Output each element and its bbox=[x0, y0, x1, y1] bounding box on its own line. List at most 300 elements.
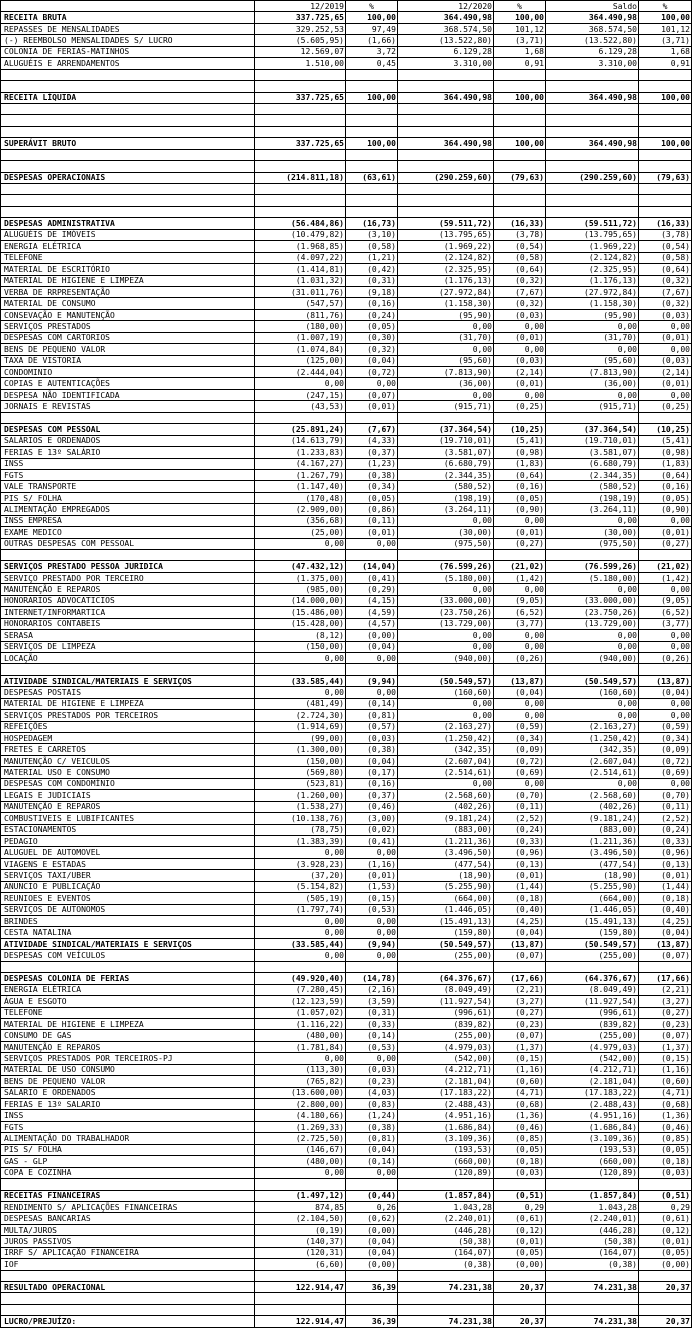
cell-value-2019: (140,37) bbox=[255, 1236, 346, 1247]
table-row bbox=[1, 1053, 692, 1064]
cell-percent-2019: (0,16) bbox=[346, 778, 398, 789]
table-row bbox=[1, 264, 692, 275]
cell-saldo-percent: 100,00 bbox=[639, 138, 692, 149]
cell-account-label bbox=[1, 81, 255, 92]
cell-value-2019: (150,00) bbox=[255, 755, 346, 766]
cell-value-2020 bbox=[398, 161, 494, 172]
cell-account-label: SALARIO E ORDENADOS bbox=[1, 1087, 255, 1098]
cell-saldo-value: 0,00 bbox=[546, 710, 639, 721]
cell-percent-2020: 0,00 bbox=[494, 710, 546, 721]
cell-value-2019: 0,00 bbox=[255, 687, 346, 698]
cell-account-label: MATERIAL DE HIGIENE E LIMPEZA bbox=[1, 275, 255, 286]
blank-row bbox=[1, 412, 692, 423]
cell-saldo-percent: (1,36) bbox=[639, 1110, 692, 1121]
cell-percent-2020 bbox=[494, 149, 546, 160]
cell-value-2019: (480,00) bbox=[255, 1030, 346, 1041]
cell-percent-2019: (0,57) bbox=[346, 721, 398, 732]
cell-account-label bbox=[1, 195, 255, 206]
cell-value-2019: (113,30) bbox=[255, 1064, 346, 1075]
cell-saldo-percent: (0,58) bbox=[639, 252, 692, 263]
blank-row bbox=[1, 149, 692, 160]
cell-saldo-percent: (0,03) bbox=[639, 355, 692, 366]
cell-account-label: LOCAÇÃO bbox=[1, 652, 255, 663]
cell-saldo-percent: (1,83) bbox=[639, 458, 692, 469]
cell-saldo-percent bbox=[639, 103, 692, 114]
cell-percent-2019: (4,33) bbox=[346, 435, 398, 446]
cell-percent-2020: 0,00 bbox=[494, 584, 546, 595]
cell-saldo-percent: (0,12) bbox=[639, 1224, 692, 1235]
cell-value-2019: (1.057,02) bbox=[255, 1007, 346, 1018]
cell-account-label bbox=[1, 961, 255, 972]
cell-saldo-percent bbox=[639, 126, 692, 137]
cell-account-label: BENS DE PEQUENO VALOR bbox=[1, 344, 255, 355]
blank-row bbox=[1, 1304, 692, 1315]
cell-percent-2020: (1,83) bbox=[494, 458, 546, 469]
header-percent-saldo: % bbox=[639, 1, 692, 12]
cell-percent-2020 bbox=[494, 1270, 546, 1281]
cell-value-2019: (1.300,00) bbox=[255, 744, 346, 755]
cell-value-2020: (95,60) bbox=[398, 355, 494, 366]
cell-value-2019: (481,49) bbox=[255, 698, 346, 709]
cell-saldo-percent: 100,00 bbox=[639, 92, 692, 103]
cell-percent-2019: (0,30) bbox=[346, 332, 398, 343]
cell-saldo-percent bbox=[639, 161, 692, 172]
cell-saldo-value: (975,50) bbox=[546, 538, 639, 549]
section-total-row bbox=[1, 973, 692, 984]
table-row bbox=[1, 1007, 692, 1018]
cell-account-label: ALIMENTAÇÃO DO TRABALHADOR bbox=[1, 1133, 255, 1144]
cell-percent-2020: (0,18) bbox=[494, 893, 546, 904]
table-row bbox=[1, 1201, 692, 1212]
cell-saldo-value: (1.176,13) bbox=[546, 275, 639, 286]
cell-percent-2019: (0,37) bbox=[346, 447, 398, 458]
cell-value-2020: (13.522,80) bbox=[398, 35, 494, 46]
table-row bbox=[1, 46, 692, 57]
cell-saldo-percent: (0,01) bbox=[639, 332, 692, 343]
cell-saldo-value: (2.514,61) bbox=[546, 767, 639, 778]
cell-saldo-value: (30,00) bbox=[546, 527, 639, 538]
table-row bbox=[1, 378, 692, 389]
cell-percent-2019: (0,01) bbox=[346, 527, 398, 538]
cell-value-2020 bbox=[398, 412, 494, 423]
table-row bbox=[1, 698, 692, 709]
cell-percent-2020: (7,67) bbox=[494, 286, 546, 297]
table-row bbox=[1, 1133, 692, 1144]
cell-saldo-value bbox=[546, 412, 639, 423]
cell-value-2020: (2.124,82) bbox=[398, 252, 494, 263]
blank-row bbox=[1, 69, 692, 80]
cell-percent-2019: (0,83) bbox=[346, 1099, 398, 1110]
cell-account-label: RENDIMENTO S/ APLICAÇÕES FINANCEIRAS bbox=[1, 1201, 255, 1212]
cell-percent-2019: (3,00) bbox=[346, 813, 398, 824]
cell-percent-2020: (0,15) bbox=[494, 1053, 546, 1064]
cell-value-2019 bbox=[255, 206, 346, 217]
table-row bbox=[1, 1213, 692, 1224]
cell-value-2020: (342,35) bbox=[398, 744, 494, 755]
cell-percent-2020: (3,71) bbox=[494, 35, 546, 46]
table-row bbox=[1, 321, 692, 332]
cell-value-2019 bbox=[255, 195, 346, 206]
cell-percent-2019: (0,01) bbox=[346, 401, 398, 412]
cell-saldo-percent bbox=[639, 149, 692, 160]
table-row bbox=[1, 286, 692, 297]
table-row bbox=[1, 572, 692, 583]
cell-saldo-value: (50,38) bbox=[546, 1236, 639, 1247]
cell-percent-2019: (0,81) bbox=[346, 1133, 398, 1144]
cell-percent-2019: 0,00 bbox=[346, 652, 398, 663]
table-row bbox=[1, 527, 692, 538]
cell-saldo-percent: (0,51) bbox=[639, 1190, 692, 1201]
cell-value-2019: (10.138,76) bbox=[255, 813, 346, 824]
cell-value-2020: (0,38) bbox=[398, 1259, 494, 1270]
cell-value-2019: 0,00 bbox=[255, 950, 346, 961]
cell-value-2019: (31.011,76) bbox=[255, 286, 346, 297]
cell-saldo-value: (915,71) bbox=[546, 401, 639, 412]
cell-saldo-percent: (3,27) bbox=[639, 996, 692, 1007]
cell-percent-2020: (0,26) bbox=[494, 652, 546, 663]
cell-percent-2019: (0,33) bbox=[346, 1018, 398, 1029]
cell-percent-2020 bbox=[494, 1179, 546, 1190]
cell-percent-2020: (0,85) bbox=[494, 1133, 546, 1144]
cell-percent-2020: 0,00 bbox=[494, 698, 546, 709]
cell-saldo-percent: (0,60) bbox=[639, 1076, 692, 1087]
cell-percent-2019 bbox=[346, 961, 398, 972]
cell-value-2020: 0,00 bbox=[398, 344, 494, 355]
cell-saldo-percent: (0,34) bbox=[639, 733, 692, 744]
cell-value-2020: (839,82) bbox=[398, 1018, 494, 1029]
cell-saldo-value: (996,61) bbox=[546, 1007, 639, 1018]
cell-account-label: CONDOMINIO bbox=[1, 367, 255, 378]
cell-value-2019: (120,31) bbox=[255, 1247, 346, 1258]
cell-percent-2019: (0,23) bbox=[346, 1076, 398, 1087]
table-row bbox=[1, 492, 692, 503]
cell-value-2019: (985,00) bbox=[255, 584, 346, 595]
cell-value-2020: (580,52) bbox=[398, 481, 494, 492]
cell-value-2019: (14.000,00) bbox=[255, 595, 346, 606]
cell-value-2020 bbox=[398, 184, 494, 195]
cell-saldo-percent: (0,15) bbox=[639, 1053, 692, 1064]
cell-account-label: REUNIOES E EVENTOS bbox=[1, 893, 255, 904]
cell-value-2019: (2.104,50) bbox=[255, 1213, 346, 1224]
cell-value-2020: (59.511,72) bbox=[398, 218, 494, 229]
cell-value-2019: 0,00 bbox=[255, 378, 346, 389]
section-total-row bbox=[1, 938, 692, 949]
cell-account-label: BENS DE PEQUENO VALOR bbox=[1, 1076, 255, 1087]
cell-saldo-percent bbox=[639, 412, 692, 423]
cell-account-label: MATERIAL DE HIGIENE E LIMPEZA bbox=[1, 1018, 255, 1029]
cell-percent-2020: (0,33) bbox=[494, 835, 546, 846]
cell-value-2020: (996,61) bbox=[398, 1007, 494, 1018]
cell-saldo-value: (59.511,72) bbox=[546, 218, 639, 229]
cell-percent-2019: 100,00 bbox=[346, 12, 398, 23]
cell-saldo-value bbox=[546, 195, 639, 206]
cell-percent-2019: (0,34) bbox=[346, 481, 398, 492]
blank-row bbox=[1, 103, 692, 114]
cell-account-label: BRINDES bbox=[1, 916, 255, 927]
cell-value-2020: 364.490,98 bbox=[398, 92, 494, 103]
cell-saldo-value: (50.549,57) bbox=[546, 938, 639, 949]
cell-value-2020: (13.795,65) bbox=[398, 229, 494, 240]
table-row bbox=[1, 355, 692, 366]
cell-value-2019: 0,00 bbox=[255, 916, 346, 927]
table-row bbox=[1, 790, 692, 801]
cell-percent-2020: (0,13) bbox=[494, 858, 546, 869]
cell-value-2019: (0,19) bbox=[255, 1224, 346, 1235]
cell-percent-2019: 100,00 bbox=[346, 92, 398, 103]
cell-percent-2020: (0,40) bbox=[494, 904, 546, 915]
cell-percent-2019: (9,94) bbox=[346, 675, 398, 686]
blank-row bbox=[1, 126, 692, 137]
cell-value-2019: (4.180,66) bbox=[255, 1110, 346, 1121]
cell-percent-2019: 0,00 bbox=[346, 847, 398, 858]
cell-percent-2020: (2,14) bbox=[494, 367, 546, 378]
cell-value-2020: (1.176,13) bbox=[398, 275, 494, 286]
cell-percent-2019: 3,72 bbox=[346, 46, 398, 57]
cell-value-2020: (290.259,60) bbox=[398, 172, 494, 183]
cell-percent-2020 bbox=[494, 1293, 546, 1304]
cell-value-2019: (569,80) bbox=[255, 767, 346, 778]
cell-account-label: ATIVIDADE SINDICAL/MATERIAIS E SERVIÇOS bbox=[1, 938, 255, 949]
cell-percent-2020: (0,24) bbox=[494, 824, 546, 835]
cell-percent-2020: (0,05) bbox=[494, 492, 546, 503]
cell-percent-2019: (3,10) bbox=[346, 229, 398, 240]
cell-percent-2019: (0,15) bbox=[346, 893, 398, 904]
cell-value-2020: (64.376,67) bbox=[398, 973, 494, 984]
cell-value-2019: (47.432,12) bbox=[255, 561, 346, 572]
cell-percent-2019: (4,03) bbox=[346, 1087, 398, 1098]
cell-percent-2020: (0,05) bbox=[494, 1247, 546, 1258]
cell-percent-2020: (5,41) bbox=[494, 435, 546, 446]
cell-value-2019 bbox=[255, 161, 346, 172]
cell-value-2019: (1.007,19) bbox=[255, 332, 346, 343]
cell-value-2020: (402,26) bbox=[398, 801, 494, 812]
cell-saldo-percent: (0,01) bbox=[639, 870, 692, 881]
cell-percent-2019: (0,72) bbox=[346, 367, 398, 378]
cell-account-label: DESPESAS COM CARTORIOS bbox=[1, 332, 255, 343]
cell-saldo-percent: (0,96) bbox=[639, 847, 692, 858]
cell-account-label bbox=[1, 1293, 255, 1304]
cell-account-label: ALUGUÉIS DE IMÓVEIS bbox=[1, 229, 255, 240]
cell-percent-2020: (0,07) bbox=[494, 1030, 546, 1041]
table-row bbox=[1, 1156, 692, 1167]
cell-saldo-percent: 0,00 bbox=[639, 389, 692, 400]
cell-percent-2019: (0,00) bbox=[346, 1259, 398, 1270]
cell-saldo-value: 0,00 bbox=[546, 698, 639, 709]
cell-percent-2019 bbox=[346, 81, 398, 92]
cell-saldo-value: (2.568,60) bbox=[546, 790, 639, 801]
header-row bbox=[1, 1, 692, 12]
table-row bbox=[1, 858, 692, 869]
section-total-row bbox=[1, 138, 692, 149]
cell-value-2019 bbox=[255, 184, 346, 195]
cell-saldo-percent: 100,00 bbox=[639, 12, 692, 23]
cell-account-label: RECEITA BRUTA bbox=[1, 12, 255, 23]
table-row bbox=[1, 298, 692, 309]
cell-saldo-value: (33.000,00) bbox=[546, 595, 639, 606]
cell-percent-2020 bbox=[494, 550, 546, 561]
cell-saldo-percent bbox=[639, 69, 692, 80]
cell-percent-2019: (0,00) bbox=[346, 630, 398, 641]
table-row bbox=[1, 23, 692, 34]
cell-saldo-value: (3.109,36) bbox=[546, 1133, 639, 1144]
cell-saldo-percent: (0,32) bbox=[639, 275, 692, 286]
cell-percent-2020: (0,51) bbox=[494, 1190, 546, 1201]
cell-account-label: VALE TRANSPORTE bbox=[1, 481, 255, 492]
cell-percent-2019 bbox=[346, 126, 398, 137]
cell-saldo-percent bbox=[639, 206, 692, 217]
cell-percent-2020: (0,72) bbox=[494, 755, 546, 766]
cell-saldo-value: (839,82) bbox=[546, 1018, 639, 1029]
cell-value-2019: (5.154,82) bbox=[255, 881, 346, 892]
cell-account-label: REPASSES DE MENSALIDADES bbox=[1, 23, 255, 34]
cell-percent-2020: (1,37) bbox=[494, 1041, 546, 1052]
cell-saldo-value: (6.680,79) bbox=[546, 458, 639, 469]
cell-saldo-percent: 0,00 bbox=[639, 710, 692, 721]
table-row bbox=[1, 515, 692, 526]
cell-account-label: MANUTENÇÃO E REPAROS bbox=[1, 1041, 255, 1052]
cell-percent-2019: (1,66) bbox=[346, 35, 398, 46]
cell-saldo-value bbox=[546, 115, 639, 126]
cell-value-2020: 0,00 bbox=[398, 641, 494, 652]
cell-account-label: GAS - GLP bbox=[1, 1156, 255, 1167]
cell-saldo-value: (255,00) bbox=[546, 1030, 639, 1041]
cell-value-2019: (1.031,32) bbox=[255, 275, 346, 286]
cell-saldo-value: (76.599,26) bbox=[546, 561, 639, 572]
cell-percent-2020: (0,00) bbox=[494, 1259, 546, 1270]
cell-value-2020: (164,07) bbox=[398, 1247, 494, 1258]
cell-saldo-percent: (3,77) bbox=[639, 618, 692, 629]
cell-value-2020: (1.158,30) bbox=[398, 298, 494, 309]
table-row bbox=[1, 607, 692, 618]
cell-value-2019: (356,68) bbox=[255, 515, 346, 526]
cell-saldo-percent: (0,05) bbox=[639, 492, 692, 503]
cell-percent-2020: 100,00 bbox=[494, 138, 546, 149]
cell-value-2020: (542,00) bbox=[398, 1053, 494, 1064]
cell-account-label: TELEFONE bbox=[1, 1007, 255, 1018]
cell-value-2019: 337.725,65 bbox=[255, 12, 346, 23]
table-row bbox=[1, 1064, 692, 1075]
cell-saldo-value: 364.490,98 bbox=[546, 138, 639, 149]
cell-saldo-percent: (10,25) bbox=[639, 424, 692, 435]
cell-percent-2019 bbox=[346, 412, 398, 423]
cell-saldo-value: (2.344,35) bbox=[546, 469, 639, 480]
cell-saldo-percent: (0,27) bbox=[639, 1007, 692, 1018]
cell-account-label: FERIAS E 13º SALARIO bbox=[1, 1099, 255, 1110]
cell-account-label: CESTA NATALINA bbox=[1, 927, 255, 938]
cell-value-2020: (36,00) bbox=[398, 378, 494, 389]
table-row bbox=[1, 813, 692, 824]
cell-value-2019: 337.725,65 bbox=[255, 138, 346, 149]
cell-account-label: DESPESAS COM PESSOAL bbox=[1, 424, 255, 435]
cell-percent-2020: (0,64) bbox=[494, 469, 546, 480]
cell-value-2019: (3.928,23) bbox=[255, 858, 346, 869]
cell-saldo-percent: (0,70) bbox=[639, 790, 692, 801]
cell-saldo-value bbox=[546, 961, 639, 972]
cell-percent-2019: (14,78) bbox=[346, 973, 398, 984]
cell-saldo-value: (940,00) bbox=[546, 652, 639, 663]
cell-percent-2020: (0,32) bbox=[494, 275, 546, 286]
cell-account-label: TAXA DE VISTORIA bbox=[1, 355, 255, 366]
cell-saldo-percent: 0,00 bbox=[639, 344, 692, 355]
cell-saldo-value: (13.522,80) bbox=[546, 35, 639, 46]
cell-value-2019: 0,00 bbox=[255, 538, 346, 549]
cell-saldo-percent: 101,12 bbox=[639, 23, 692, 34]
cell-saldo-percent: (0,59) bbox=[639, 721, 692, 732]
cell-percent-2020: (4,71) bbox=[494, 1087, 546, 1098]
table-row bbox=[1, 641, 692, 652]
cell-value-2020: 368.574,50 bbox=[398, 23, 494, 34]
cell-percent-2020: (0,01) bbox=[494, 527, 546, 538]
cell-value-2019 bbox=[255, 550, 346, 561]
cell-account-label: MATERIAL DE ESCRITÓRIO bbox=[1, 264, 255, 275]
cell-value-2020: (15.491,13) bbox=[398, 916, 494, 927]
cell-value-2020 bbox=[398, 195, 494, 206]
cell-value-2019: (1.074,84) bbox=[255, 344, 346, 355]
cell-percent-2019: 0,00 bbox=[346, 1053, 398, 1064]
cell-saldo-percent: (0,09) bbox=[639, 744, 692, 755]
cell-value-2020 bbox=[398, 1270, 494, 1281]
cell-saldo-value bbox=[546, 149, 639, 160]
cell-value-2020: (4.212,71) bbox=[398, 1064, 494, 1075]
cell-saldo-percent: (7,67) bbox=[639, 286, 692, 297]
cell-percent-2019: (1,53) bbox=[346, 881, 398, 892]
cell-value-2020: 0,00 bbox=[398, 630, 494, 641]
cell-percent-2019 bbox=[346, 103, 398, 114]
cell-percent-2020: (10,25) bbox=[494, 424, 546, 435]
cell-value-2019 bbox=[255, 664, 346, 675]
cell-value-2020: (19.710,01) bbox=[398, 435, 494, 446]
cell-saldo-percent: 0,00 bbox=[639, 641, 692, 652]
cell-account-label: ALUGUÉIS E ARRENDAMENTOS bbox=[1, 58, 255, 69]
cell-saldo-percent bbox=[639, 664, 692, 675]
cell-account-label: SERVIÇOS PRESTADO PESSOA JURIDICA bbox=[1, 561, 255, 572]
cell-percent-2019: 0,00 bbox=[346, 950, 398, 961]
cell-account-label: CONSEVAÇÃO E MANUTENÇÃO bbox=[1, 309, 255, 320]
blank-row bbox=[1, 115, 692, 126]
cell-percent-2019: (0,37) bbox=[346, 790, 398, 801]
table-row bbox=[1, 630, 692, 641]
cell-account-label: HONORARIOS CONTABEIS bbox=[1, 618, 255, 629]
cell-value-2019: 122.914,47 bbox=[255, 1282, 346, 1293]
cell-value-2020: 0,00 bbox=[398, 698, 494, 709]
table-row bbox=[1, 733, 692, 744]
cell-percent-2020: (0,04) bbox=[494, 927, 546, 938]
cell-saldo-value: (446,28) bbox=[546, 1224, 639, 1235]
cell-saldo-percent: (9,05) bbox=[639, 595, 692, 606]
section-total-row bbox=[1, 1282, 692, 1293]
cell-account-label: INSS bbox=[1, 458, 255, 469]
cell-saldo-percent: (0,32) bbox=[639, 298, 692, 309]
cell-account-label bbox=[1, 103, 255, 114]
table-row bbox=[1, 58, 692, 69]
cell-value-2019: (1.116,22) bbox=[255, 1018, 346, 1029]
cell-percent-2020: (0,54) bbox=[494, 241, 546, 252]
table-row bbox=[1, 481, 692, 492]
cell-value-2019: 329.252,53 bbox=[255, 23, 346, 34]
cell-saldo-value: (1.857,84) bbox=[546, 1190, 639, 1201]
cell-saldo-percent bbox=[639, 1304, 692, 1315]
cell-saldo-percent: (0,13) bbox=[639, 858, 692, 869]
cell-value-2020: (1.446,05) bbox=[398, 904, 494, 915]
cell-percent-2019 bbox=[346, 149, 398, 160]
cell-account-label bbox=[1, 550, 255, 561]
cell-percent-2020 bbox=[494, 195, 546, 206]
cell-percent-2019 bbox=[346, 206, 398, 217]
cell-account-label: INSS EMPRESA bbox=[1, 515, 255, 526]
cell-percent-2020: (0,69) bbox=[494, 767, 546, 778]
cell-value-2020: (50.549,57) bbox=[398, 938, 494, 949]
cell-saldo-value bbox=[546, 1270, 639, 1281]
